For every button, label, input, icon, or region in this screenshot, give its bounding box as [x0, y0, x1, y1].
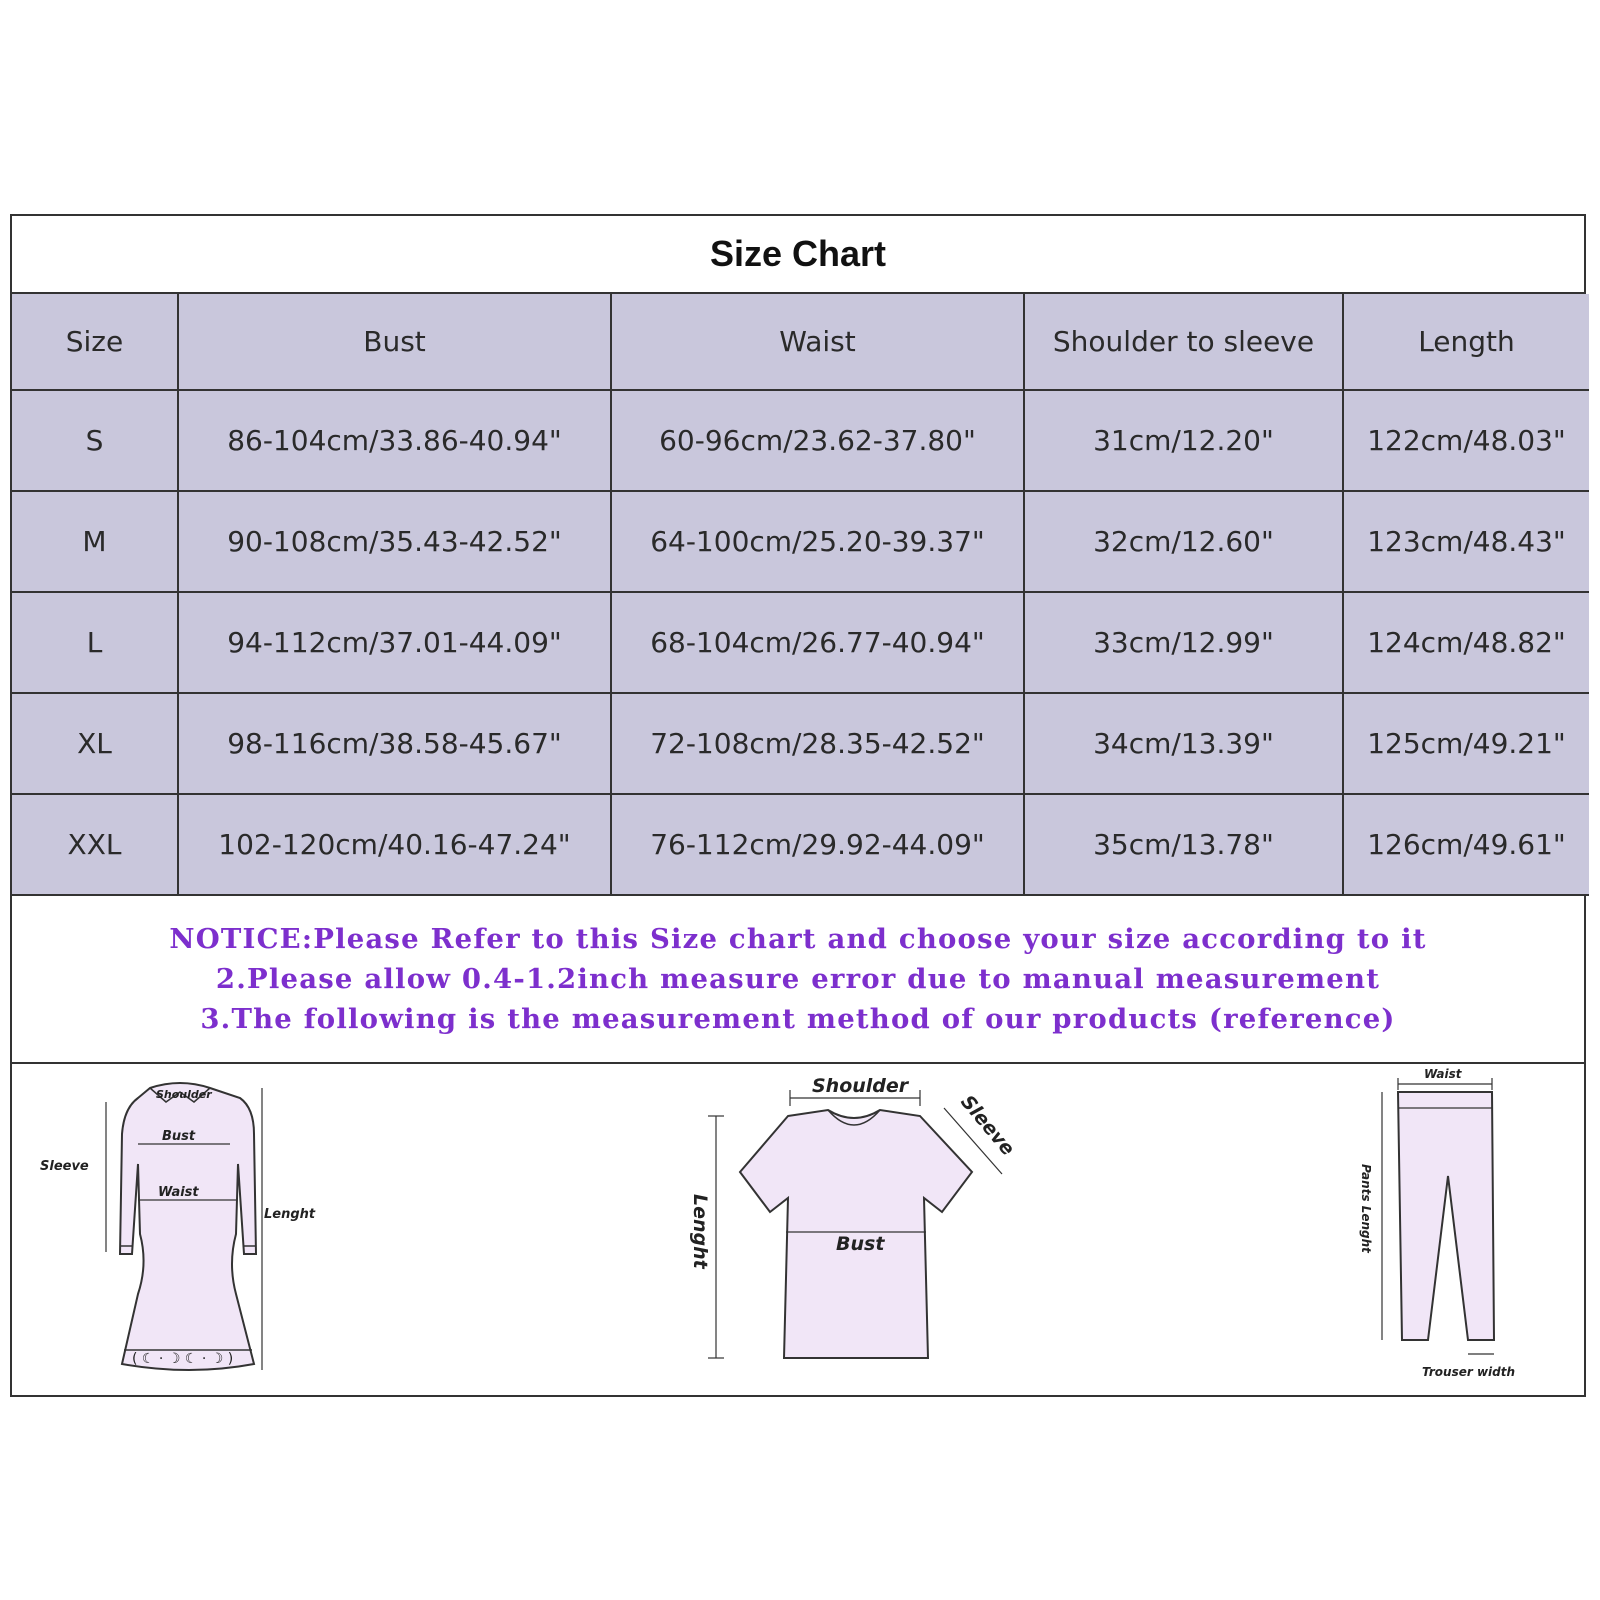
table-row: [12, 693, 1589, 794]
table-row: [12, 794, 1589, 895]
pants-waist-label: Waist: [1424, 1067, 1462, 1081]
tshirt-bust-label: Bust: [836, 1233, 885, 1255]
notice-line: 2.Please allow 0.4-1.2inch measure error due to manual measurement: [215, 963, 1381, 995]
pants-figure: [1352, 1064, 1576, 1390]
bust-cell: 94-112cm/37.01-44.09": [178, 592, 611, 693]
title-row: [12, 216, 1584, 294]
dress-length-label: Lenght: [264, 1207, 316, 1222]
size-cell: S: [12, 390, 178, 491]
size-cell: XL: [12, 693, 178, 794]
header-length: Length: [1343, 294, 1589, 390]
shoulder-cell: 35cm/13.78": [1024, 794, 1343, 895]
length-cell: 122cm/48.03": [1343, 390, 1589, 491]
bust-cell: 86-104cm/33.86-40.94": [178, 390, 611, 491]
size-cell: L: [12, 592, 178, 693]
dress-icon: [120, 1083, 256, 1370]
table-row: [12, 390, 1589, 491]
waist-cell: 64-100cm/25.20-39.37": [611, 491, 1024, 592]
length-cell: 125cm/49.21": [1343, 693, 1589, 794]
size-cell: XXL: [12, 794, 178, 895]
length-cell: 124cm/48.82": [1343, 592, 1589, 693]
measurement-figures: [12, 1064, 1584, 1394]
length-cell: 126cm/49.61": [1343, 794, 1589, 895]
tshirt-length-label: Lenght: [689, 1194, 711, 1269]
shoulder-cell: 32cm/12.60": [1024, 491, 1343, 592]
header-shoulder-to-sleeve: Shoulder to sleeve: [1024, 294, 1343, 390]
notice-block: [12, 896, 1584, 1064]
pants-length-label: Pants Lenght: [1359, 1164, 1373, 1253]
pants-width-label: Trouser width: [1422, 1365, 1516, 1379]
table-row: [12, 491, 1589, 592]
shoulder-cell: 31cm/12.20": [1024, 390, 1343, 491]
header-bust: Bust: [178, 294, 611, 390]
pants-icon: [1398, 1092, 1494, 1340]
svg-text:( ☾ · ☽ ☾ · ☽ ): ( ☾ · ☽ ☾ · ☽ ): [132, 1351, 234, 1367]
dress-bust-label: Bust: [162, 1129, 196, 1144]
waist-cell: 76-112cm/29.92-44.09": [611, 794, 1024, 895]
tshirt-shoulder-label: Shoulder: [812, 1075, 909, 1097]
tshirt-figure: [672, 1064, 1052, 1390]
dress-figure: [40, 1064, 340, 1390]
length-cell: 123cm/48.43": [1343, 491, 1589, 592]
notice-line: 3.The following is the measurement method of our products (reference): [200, 1003, 1396, 1035]
chart-title: Size Chart: [709, 233, 887, 274]
bust-cell: 90-108cm/35.43-42.52": [178, 491, 611, 592]
waist-cell: 60-96cm/23.62-37.80": [611, 390, 1024, 491]
waist-cell: 68-104cm/26.77-40.94": [611, 592, 1024, 693]
dress-shoulder-label: Shoulder: [156, 1088, 212, 1101]
size-chart: [10, 214, 1586, 1397]
table-row: [12, 592, 1589, 693]
waist-cell: 72-108cm/28.35-42.52": [611, 693, 1024, 794]
size-table: [12, 294, 1589, 896]
dress-sleeve-label: Sleeve: [40, 1159, 89, 1174]
header-waist: Waist: [611, 294, 1024, 390]
table-header-row: [12, 294, 1589, 390]
size-cell: M: [12, 491, 178, 592]
shoulder-cell: 34cm/13.39": [1024, 693, 1343, 794]
tshirt-sleeve-label: Sleeve: [956, 1091, 1019, 1160]
bust-cell: 102-120cm/40.16-47.24": [178, 794, 611, 895]
bust-cell: 98-116cm/38.58-45.67": [178, 693, 611, 794]
dress-waist-label: Waist: [158, 1185, 199, 1200]
header-size: Size: [12, 294, 178, 390]
notice-line: NOTICE:Please Refer to this Size chart and choose your size according to it: [169, 923, 1427, 955]
shoulder-cell: 33cm/12.99": [1024, 592, 1343, 693]
